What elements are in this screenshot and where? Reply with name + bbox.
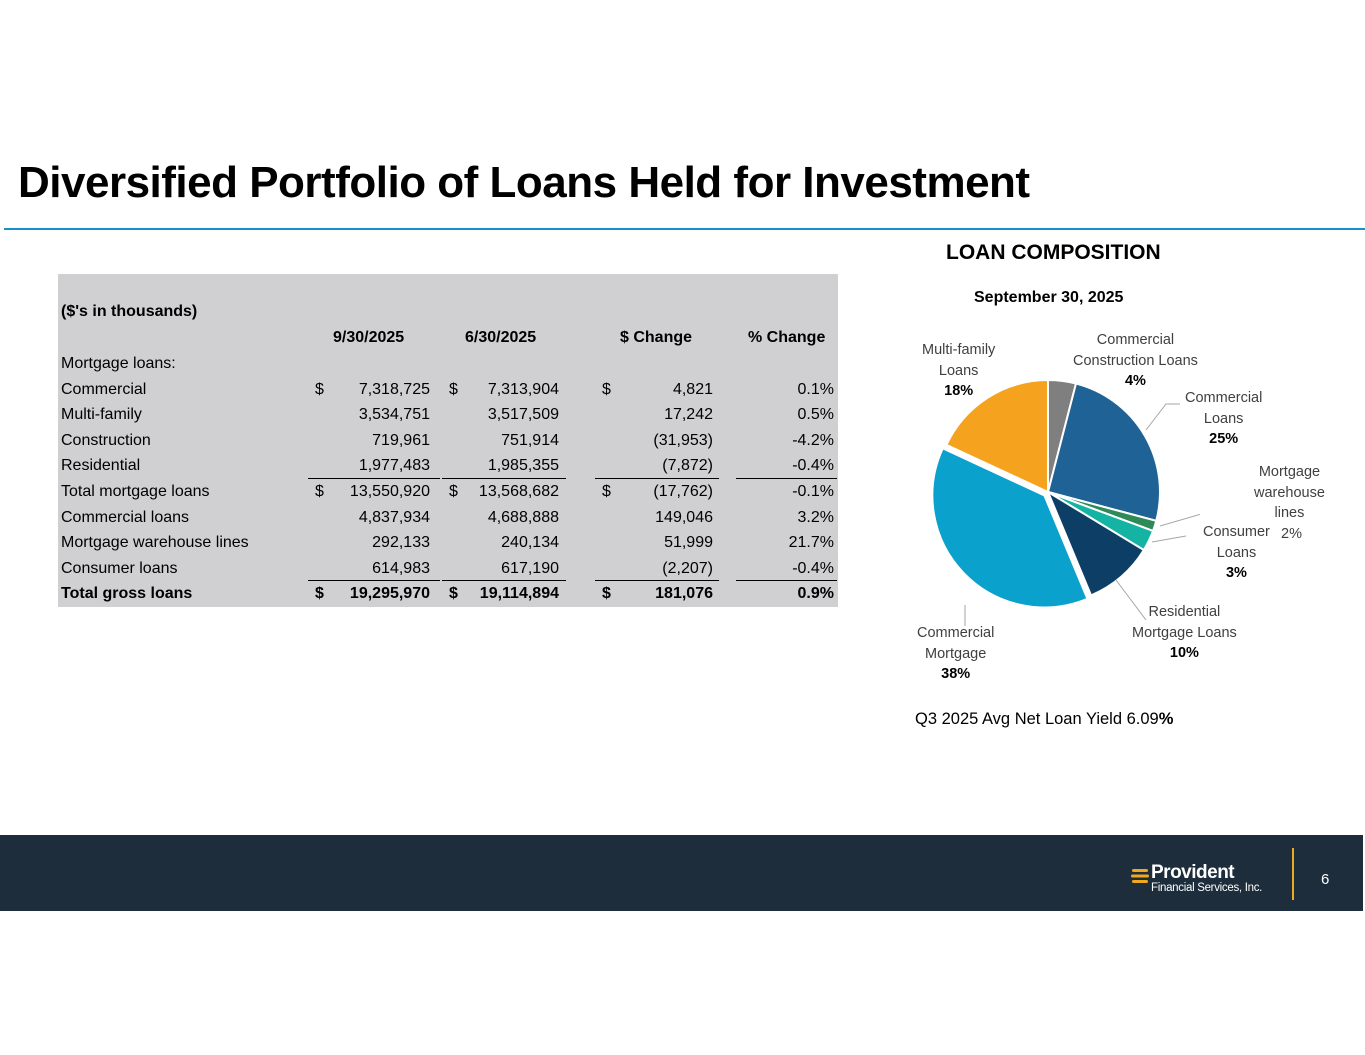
- table-row: [58, 377, 838, 403]
- table-cell-c4: 3.2%: [797, 508, 834, 526]
- underline-rule: [595, 478, 719, 479]
- table-cell-label: Total gross loans: [61, 585, 193, 603]
- provident-logo-icon: [1131, 867, 1149, 885]
- table-cell-c1: 13,550,920: [349, 483, 430, 500]
- underline-rule: [442, 478, 566, 479]
- table-row: [58, 453, 838, 479]
- table-cell-c1: 19,295,970: [349, 585, 430, 603]
- table-cell-d1: $: [315, 483, 324, 500]
- table-cell-c3: 4,821: [672, 380, 713, 398]
- underline-rule: [595, 580, 719, 581]
- table-cell-d3: $: [602, 380, 611, 398]
- table-cell-c2: 19,114,894: [479, 585, 559, 603]
- table-cell-c3: (2,207): [662, 559, 713, 577]
- leader-line: [1160, 498, 1200, 526]
- table-row: [58, 581, 838, 607]
- footer-bar: [0, 835, 1363, 911]
- table-cell-c1: 3,534,751: [358, 406, 430, 424]
- table-cell-label: Construction: [61, 431, 151, 449]
- chart-subtitle: September 30, 2025: [974, 289, 1124, 306]
- label-commercial-mortgage: Commercial Mortgage 38%: [917, 625, 995, 682]
- table-cell-c1: 292,133: [372, 534, 430, 552]
- table-cell-c2: 13,568,682: [478, 483, 559, 500]
- table-cell-c1: 4,837,934: [358, 508, 430, 526]
- section-label-row: [58, 351, 838, 377]
- table-cell-d3: $: [602, 483, 611, 500]
- table-cell-d2: $: [449, 585, 458, 603]
- underline-rule: [308, 478, 440, 479]
- table-cell-c3: (17,762): [653, 483, 713, 500]
- title-divider: [4, 228, 1365, 230]
- label-commercial-loans: Commercial Loans 25%: [1185, 390, 1263, 447]
- table-cell-c2: 240,134: [501, 534, 559, 552]
- table-cell-c4: 0.5%: [797, 406, 834, 424]
- chart-heading: LOAN COMPOSITION: [946, 241, 1161, 264]
- table-cell-label: Consumer loans: [61, 559, 178, 577]
- table-cell-c1: 7,318,725: [358, 380, 430, 398]
- table-cell-d2: $: [449, 483, 458, 500]
- table-cell-c2: 7,313,904: [487, 380, 559, 398]
- page-title: Diversified Portfolio of Loans Held for Investment: [18, 158, 1030, 207]
- table-units-label: ($'s in thousands): [61, 303, 198, 320]
- table-cell-c2: 3,517,509: [487, 406, 559, 424]
- table-row: [58, 530, 838, 556]
- table-cell-c3: (31,953): [653, 431, 713, 449]
- table-cell-c3: 17,242: [664, 406, 713, 424]
- table-row: [58, 505, 838, 531]
- label-residential-mortgage: Residential Mortgage Loans 10%: [1132, 604, 1237, 661]
- loans-table: [58, 274, 838, 607]
- table-cell-label: Residential: [61, 457, 141, 475]
- leader-line: [1146, 404, 1180, 430]
- section-label: Mortgage loans:: [61, 355, 176, 372]
- table-cell-label: Mortgage warehouse lines: [61, 534, 249, 552]
- table-cell-c2: 751,914: [501, 431, 559, 449]
- table-cell-c1: 614,983: [372, 559, 430, 577]
- label-mortgage-warehouse: Mortgage warehouse lines: [1254, 464, 1325, 521]
- table-cell-d3: $: [602, 585, 611, 603]
- table-cell-d2: $: [449, 380, 458, 398]
- label-commercial-construction: Commercial Construction Loans 4%: [1073, 332, 1198, 389]
- column-header-percent-change: % Change: [748, 329, 826, 346]
- logo-name: Provident: [1151, 862, 1235, 883]
- column-header-6-30-2025: 6/30/2025: [465, 329, 537, 346]
- table-cell-c4: 0.9%: [797, 585, 834, 603]
- table-cell-c4: -0.4%: [792, 457, 834, 475]
- label-mortgage-warehouse-pct: 2%: [1281, 526, 1302, 542]
- table-cell-label: Total mortgage loans: [61, 483, 210, 500]
- table-row: [58, 402, 838, 428]
- table-cell-c3: 149,046: [655, 508, 713, 526]
- underline-rule: [736, 478, 837, 479]
- underline-rule: [308, 580, 440, 581]
- table-cell-d1: $: [315, 585, 324, 603]
- leader-line: [1152, 536, 1186, 542]
- table-cell-c3: (7,872): [662, 457, 713, 475]
- table-cell-c4: 21.7%: [788, 534, 834, 552]
- table-cell-c4: -0.1%: [792, 483, 834, 500]
- column-header-dollar-change: $ Change: [620, 329, 693, 346]
- table-cell-c1: 1,977,483: [358, 457, 430, 475]
- loan-yield-note: Q3 2025 Avg Net Loan Yield 6.09%: [915, 710, 1174, 728]
- footer-divider: [1292, 848, 1294, 900]
- table-cell-c2: 617,190: [501, 559, 559, 577]
- table-cell-c1: 719,961: [372, 431, 430, 449]
- underline-rule: [442, 580, 566, 581]
- table-cell-c2: 4,688,888: [487, 508, 559, 526]
- page-number: 6: [1321, 871, 1330, 888]
- label-multi-family: Multi-family Loans 18%: [922, 342, 996, 399]
- table-cell-c2: 1,985,355: [487, 457, 559, 475]
- logo-subtitle: Financial Services, Inc.: [1151, 882, 1263, 894]
- table-row: [58, 556, 838, 582]
- column-header-9-30-2025: 9/30/2025: [333, 329, 405, 346]
- table-cell-c4: 0.1%: [797, 380, 834, 398]
- table-cell-c4: -0.4%: [792, 559, 834, 577]
- table-cell-d1: $: [315, 380, 324, 398]
- label-consumer-loans: Consumer Loans 3%: [1203, 524, 1270, 581]
- table-cell-c3: 181,076: [655, 585, 713, 603]
- underline-rule: [736, 580, 837, 581]
- table-cell-c3: 51,999: [664, 534, 713, 552]
- table-cell-label: Commercial: [61, 380, 147, 398]
- table-row: [58, 479, 838, 505]
- table-cell-label: Commercial loans: [61, 508, 190, 526]
- table-row: [58, 428, 838, 454]
- table-cell-c4: -4.2%: [792, 431, 834, 449]
- table-cell-label: Multi-family: [61, 406, 142, 424]
